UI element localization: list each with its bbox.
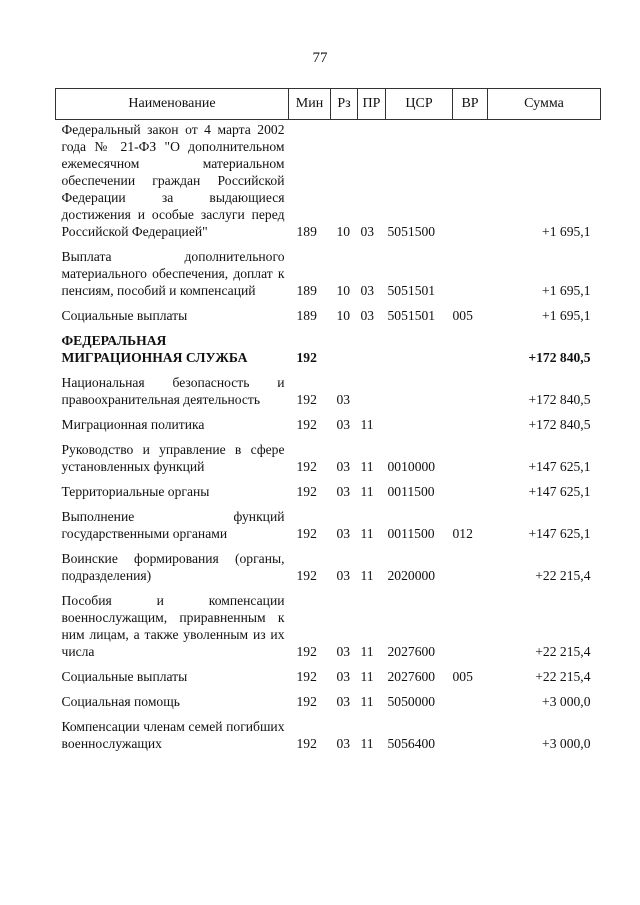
row-sum: +22 215,4 [535, 669, 591, 684]
row-name: Территориальные органы [61, 484, 210, 499]
row-rz: 03 [336, 669, 351, 684]
row-name: Национальная безопасность и правоохранительная деятельность [61, 375, 285, 407]
row-min: 192 [296, 350, 317, 365]
header-rz: Рз [331, 89, 358, 120]
row-csr: 5051501 [387, 308, 436, 323]
table-row [56, 441, 601, 483]
row-csr: 5051500 [387, 224, 436, 239]
row-min: 192 [296, 417, 317, 432]
row-rz: 10 [336, 308, 351, 323]
row-csr: 5050000 [387, 694, 436, 709]
row-vr: 005 [452, 308, 473, 323]
row-min: 192 [296, 459, 317, 474]
table-row [56, 550, 601, 592]
row-pr: 11 [360, 459, 374, 474]
row-pr: 03 [360, 308, 375, 323]
row-vr [453, 693, 488, 718]
row-sum: +147 625,1 [528, 484, 591, 499]
row-rz: 03 [336, 694, 351, 709]
row-sum: +1 695,1 [542, 283, 591, 298]
row-rz: 03 [336, 568, 351, 583]
row-pr: 11 [360, 484, 374, 499]
row-pr [358, 374, 386, 416]
row-name: Руководство и управление в сфере установленных функций [61, 442, 285, 474]
row-rz: 03 [336, 484, 351, 499]
row-name: ФЕДЕРАЛЬНАЯ МИГРАЦИОННАЯ СЛУЖБА [61, 333, 248, 365]
row-vr [453, 592, 488, 668]
row-name: Социальные выплаты [61, 669, 188, 684]
row-sum: +3 000,0 [542, 736, 591, 751]
row-min: 189 [296, 283, 317, 298]
row-min: 192 [296, 484, 317, 499]
row-rz: 03 [336, 459, 351, 474]
row-rz: 10 [336, 224, 351, 239]
row-sum: +172 840,5 [528, 392, 591, 407]
row-min: 192 [296, 644, 317, 659]
row-name: Миграционная политика [61, 417, 205, 432]
row-rz [331, 332, 358, 374]
row-csr: 0011500 [387, 484, 435, 499]
row-vr [453, 332, 488, 374]
row-pr: 11 [360, 736, 374, 751]
header-sum: Сумма [488, 89, 601, 120]
row-csr: 0010000 [387, 459, 436, 474]
row-name: Воинские формирования (органы, подразделения) [61, 551, 285, 583]
table-row [56, 693, 601, 718]
row-pr: 11 [360, 568, 374, 583]
row-rz: 03 [336, 736, 351, 751]
row-pr: 03 [360, 283, 375, 298]
row-vr [453, 483, 488, 508]
row-name: Компенсации членам семей погибших военнослужащих [61, 719, 285, 751]
row-pr [358, 332, 386, 374]
row-min: 192 [296, 568, 317, 583]
row-name: Пособия и компенсации военнослужащим, приравненным к ним лицам, а также уволенным из их числа [61, 593, 285, 659]
row-sum: +147 625,1 [528, 526, 591, 541]
row-min: 192 [296, 669, 317, 684]
row-csr: 2027600 [387, 644, 436, 659]
row-vr [453, 718, 488, 760]
row-min: 192 [296, 736, 317, 751]
row-min: 192 [296, 392, 317, 407]
table-row [56, 483, 601, 508]
row-vr [453, 120, 488, 249]
table-row [56, 332, 601, 374]
header-pr: ПР [358, 89, 386, 120]
row-vr [453, 416, 488, 441]
row-pr: 11 [360, 417, 374, 432]
page-number: 77 [312, 50, 328, 66]
row-min: 189 [296, 308, 317, 323]
row-rz: 03 [336, 417, 351, 432]
table-row [56, 416, 601, 441]
table-row [56, 508, 601, 550]
row-vr [453, 550, 488, 592]
row-csr: 5051501 [387, 283, 436, 298]
row-rz: 10 [336, 283, 351, 298]
table-row [56, 592, 601, 668]
row-csr [386, 374, 453, 416]
row-pr: 11 [360, 694, 374, 709]
row-sum: +1 695,1 [542, 224, 591, 239]
row-vr: 005 [452, 669, 473, 684]
header-name: Наименование [56, 89, 289, 120]
table-row [56, 120, 601, 249]
header-vr: ВР [453, 89, 488, 120]
row-name: Выплата дополнительного материального обеспечения, доплат к пенсиям, пособий и компенсаций [61, 249, 285, 298]
row-csr: 2020000 [387, 568, 436, 583]
row-min: 192 [296, 694, 317, 709]
row-pr: 11 [360, 644, 374, 659]
table-header-row [56, 89, 601, 120]
row-name: Выполнение функций государственными органами [61, 509, 285, 541]
row-vr: 012 [452, 526, 473, 541]
table-row [56, 668, 601, 693]
row-csr: 2027600 [387, 669, 436, 684]
row-name: Социальные выплаты [61, 308, 188, 323]
budget-table [55, 88, 601, 760]
table-row [56, 718, 601, 760]
row-name: Федеральный закон от 4 марта 2002 года № 21-ФЗ "О дополнительном ежемесячном материальном обеспечении граждан Российской Федерации за выдающиеся достижения и особые заслуги перед Российской Федерацией" [61, 122, 285, 239]
row-sum: +3 000,0 [542, 694, 591, 709]
row-name: Социальная помощь [61, 694, 180, 709]
row-sum: +147 625,1 [528, 459, 591, 474]
row-csr [386, 416, 453, 441]
table-row [56, 248, 601, 307]
row-sum: +22 215,4 [535, 568, 591, 583]
row-csr: 0011500 [387, 526, 435, 541]
row-pr: 03 [360, 224, 375, 239]
row-vr [453, 374, 488, 416]
row-min: 192 [296, 526, 317, 541]
row-pr: 11 [360, 526, 374, 541]
row-sum: +172 840,5 [528, 350, 591, 365]
row-rz: 03 [336, 644, 351, 659]
row-sum: +172 840,5 [528, 417, 591, 432]
row-vr [453, 248, 488, 307]
row-rz: 03 [336, 526, 351, 541]
row-rz: 03 [336, 392, 351, 407]
row-vr [453, 441, 488, 483]
row-csr [386, 332, 453, 374]
row-csr: 5056400 [387, 736, 436, 751]
row-sum: +22 215,4 [535, 644, 591, 659]
row-sum: +1 695,1 [542, 308, 591, 323]
table-row [56, 374, 601, 416]
table-row [56, 307, 601, 332]
row-pr: 11 [360, 669, 374, 684]
row-min: 189 [296, 224, 317, 239]
header-csr: ЦСР [386, 89, 453, 120]
header-min: Мин [289, 89, 331, 120]
